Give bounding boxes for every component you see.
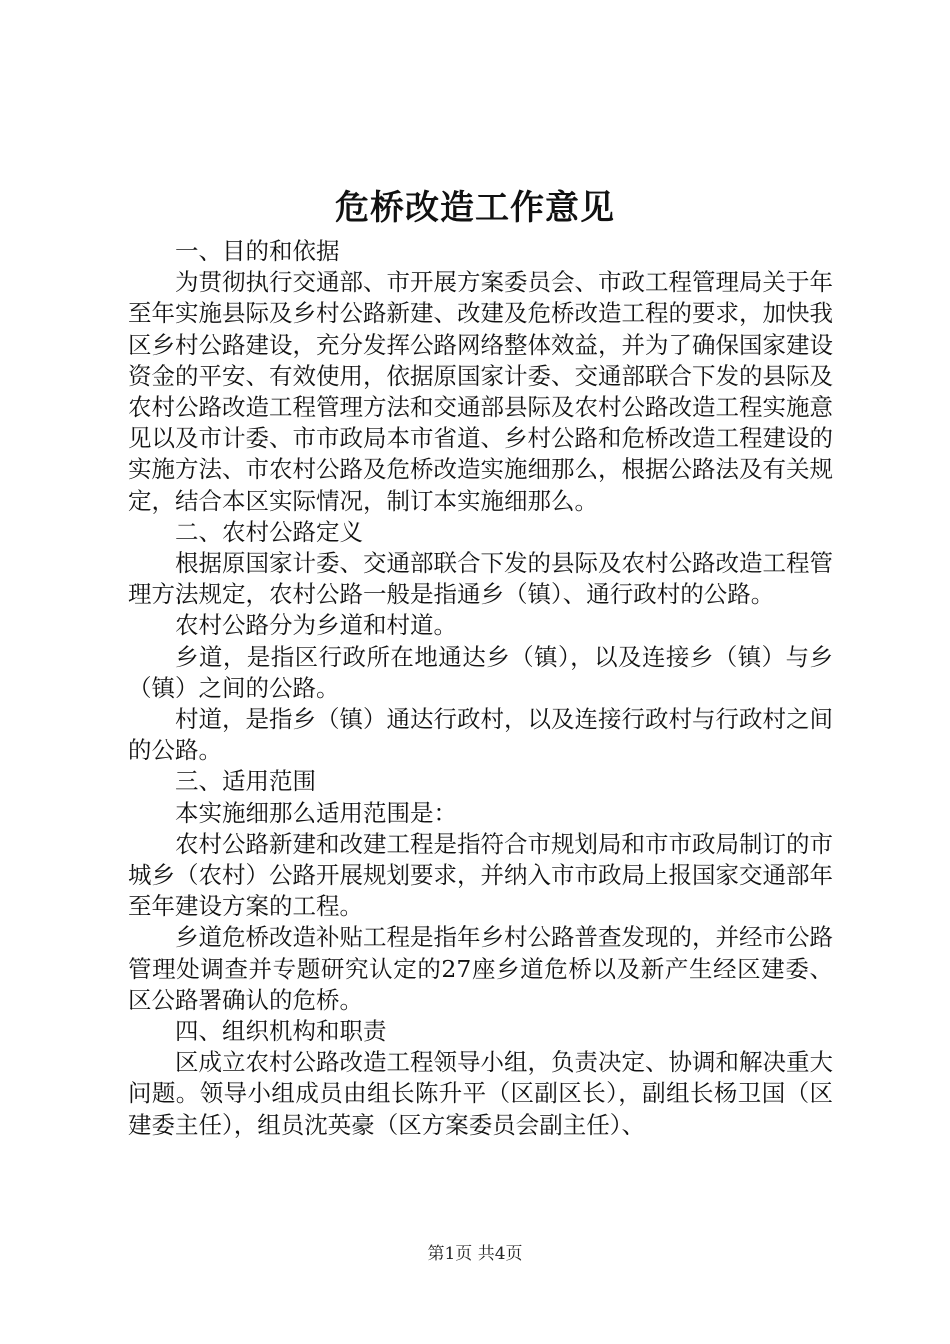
section-heading-scope: 三、适用范围 [175,767,316,796]
paragraph-scope-bridges: 乡道危桥改造补贴工程是指年乡村公路普查发现的，并经市公路管理处调查并专题研究认定的27座乡道危桥以及新产生经区建委、区公路署确认的危桥。 [128,923,833,1014]
paragraph-purpose: 为贯彻执行交通部、市开展方案委员会、市政工程管理局关于年至年实施县际及乡村公路新建、改建及危桥改造工程的要求，加快我区乡村公路建设，充分发挥公路网络整体效益，并为了确保国家建设资金的平安、有效使用，依据原国家计委、交通部联合下发的县际及农村公路改造工程管理方法和交通部县际及农村公路改造工程实施意见以及市计委、市市政局本市省道、乡村公路和危桥改造工程建设的实施方法、市农村公路及危桥改造实施细那么，根据公路法及有关规定，结合本区实际情况，制订本实施细那么。 [128,268,833,515]
paragraph-organization: 区成立农村公路改造工程领导小组，负责决定、协调和解决重大问题。领导小组成员由组长陈升平（区副区长），副组长杨卫国（区建委主任），组员沈英豪（区方案委员会副主任）、 [128,1048,833,1139]
paragraph-scope-intro: 本实施细那么适用范围是： [175,798,457,827]
document-title: 危桥改造工作意见 [335,188,615,228]
paragraph-definition: 根据原国家计委、交通部联合下发的县际及农村公路改造工程管理方法规定，农村公路一般是指通乡（镇）、通行政村的公路。 [128,549,833,609]
section-heading-definition: 二、农村公路定义 [175,517,363,546]
paragraph-township-road: 乡道，是指区行政所在地通达乡（镇），以及连接乡（镇）与乡（镇）之间的公路。 [128,642,833,702]
document-body [128,236,833,1141]
paragraph-scope-new-roads: 农村公路新建和改建工程是指符合市规划局和市市政局制订的市城乡（农村）公路开展规划要求，并纳入市市政局上报国家交通部年至年建设方案的工程。 [128,829,833,921]
section-heading-purpose: 一、目的和依据 [175,237,340,265]
paragraph-village-road: 村道，是指乡（镇）通达行政村，以及连接行政村与行政村之间的公路。 [128,705,833,765]
section-heading-organization: 四、组织机构和职责 [175,1017,387,1046]
paragraph-road-types: 农村公路分为乡道和村道。 [175,611,457,640]
page-number-footer: 第1页 共4页 [427,1244,523,1264]
